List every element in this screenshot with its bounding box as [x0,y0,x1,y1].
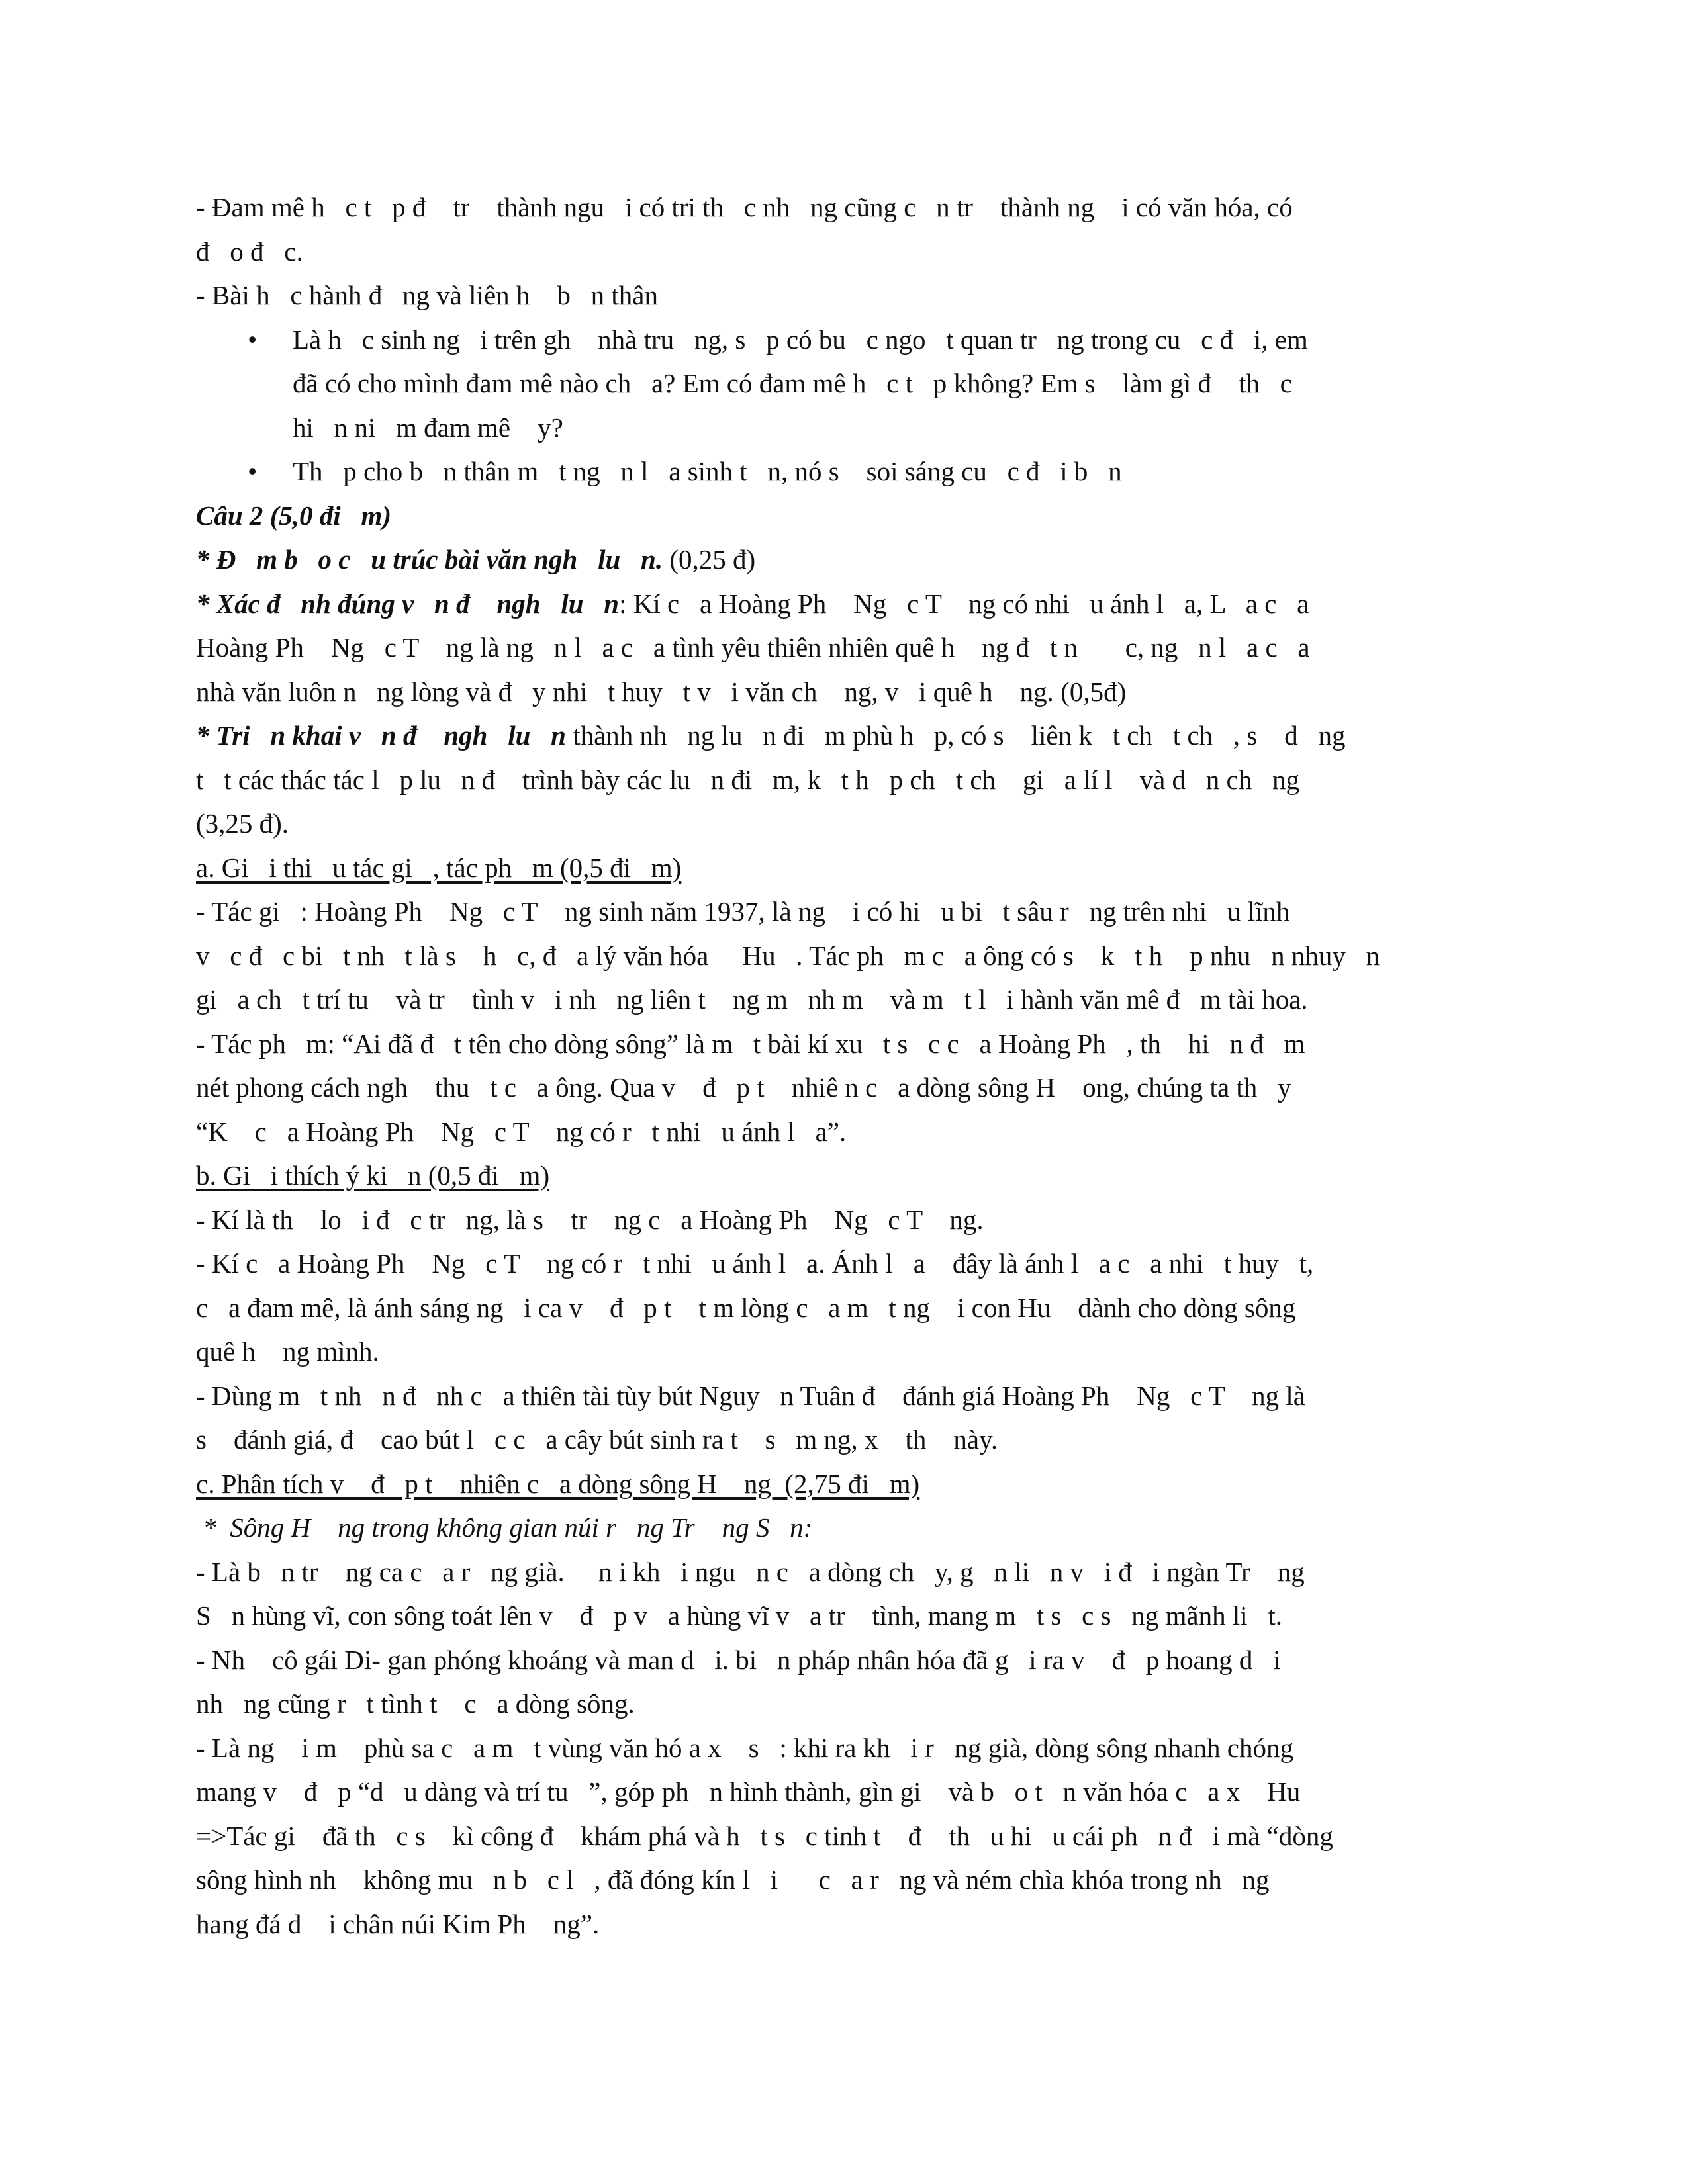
text-line: - Bài h c hành đ ng và liên h b n thân [196,280,659,310]
text-line: - Kí c a Hoàng Ph Ng c T ng có r t nhi u ánh l a. Ánh l a đây là ánh l a c a nhi t huy t, [196,1248,1314,1279]
text-line: gi a ch t trí tu và tr tình v i nh ng liên t ng m nh m và m t l i hành văn mê đ m tài hoa. [196,984,1308,1015]
text-line: sông hình nh không mu n b c l , đã đóng kín l i c a r ng và ném chìa khóa trong nh ng [196,1864,1270,1895]
bullet-icon: • [248,324,258,355]
text-line: mang v đ p “d u dàng và trí tu ”, góp ph n hình thành, gìn gi và b o t n văn hóa c a x Hu [196,1776,1301,1807]
text-line: Hoàng Ph Ng c T ng là ng n l a c a tình yêu thiên nhiên quê h ng đ t n c, ng n l a c a [196,632,1310,662]
bullet-text: Th p cho b n thân m t ng n l a sinh t n, nó s soi sáng cu c đ i b n [293,456,1122,486]
bullet-text: Là h c sinh ng i trên gh nhà tru ng, s p có bu c ngo t quan tr ng trong cu c đ i, em [293,324,1308,355]
emphasis-label: * Đ m b o c u trúc bài văn ngh lu n. [196,544,663,574]
text-line: - Kí là th lo i đ c tr ng, là s tr ng c a Hoàng Ph Ng c T ng. [196,1204,984,1235]
text-line [196,537,1493,582]
text-line: (3,25 đ). [196,808,289,839]
text-line: s đánh giá, đ cao bút l c c a cây bút sinh ra t s m ng, x th này. [196,1424,998,1455]
text-line: nét phong cách ngh thu t c a ông. Qua v đ p t nhiê n c a dòng sông H ong, chúng ta th y [196,1072,1291,1103]
text-line: - Đam mê h c t p đ tr thành ngu i có tri th c nh ng cũng c n tr thành ng i có văn hóa, có [196,192,1293,222]
text-line: - Tác gi : Hoàng Ph Ng c T ng sinh năm 1937, là ng i có hi u bi t sâu r ng trên nhi u lĩnh [196,896,1290,927]
subsection-heading: a. Gi i thi u tác gi , tác ph m (0,5 đi m) [196,852,682,883]
text-line: t t các thác tác l p lu n đ trình bày các lu n đi m, k t h p ch t ch gi a lí l và d n ch ng [196,764,1299,795]
bullet-icon: • [248,456,258,486]
text-line: - Là b n tr ng ca c a r ng già. n i kh i ngu n c a dòng ch y, g n li n v i đ i ngàn Tr ng [196,1556,1305,1587]
text-line: đ o đ c. [196,236,303,267]
text-line [196,713,1493,758]
text-line: c a đam mê, là ánh sáng ng i ca v đ p t t m lòng c a m t ng i con Hu dành cho dòng sông [196,1292,1296,1323]
text-line: - Là ng i m phù sa c a m t vùng văn hó a x s : khi ra kh i r ng già, dòng sông nhanh chóng [196,1732,1293,1763]
text-tail: (0,25 đ) [663,544,756,574]
bullet-text: đã có cho mình đam mê nào ch a? Em có đam mê h c t p không? Em s làm gì đ th c [293,368,1292,398]
text-line: - Tác ph m: “Ai đã đ t tên cho dòng sông” là m t bài kí xu t s c c a Hoàng Ph , th hi n đ m [196,1028,1305,1059]
text-line: - Nh cô gái Di- gan phóng khoáng và man d i. bi n pháp nhân hóa đã g i ra v đ p hoang d i [196,1644,1281,1675]
bullet-text: hi n ni m đam mê y? [293,412,563,443]
emphasis-label: * Xác đ nh đúng v n đ ngh lu n [196,588,620,619]
section-heading: Câu 2 (5,0 đi m) [196,500,391,531]
text-tail: : Kí c a Hoàng Ph Ng c T ng có nhi u ánh l a, L a c a [619,588,1309,619]
text-line: v c đ c bi t nh t là s h c, đ a lý văn hóa Hu . Tác ph m c a ông có s k t h p nhu n nhuy n [196,940,1380,971]
text-tail: thành nh ng lu n đi m phù h p, có s liên k t ch t ch , s d ng [565,720,1346,751]
document-page [196,185,1493,1946]
text-line: quê h ng mình. [196,1336,379,1367]
bullet-item-continuation [196,406,1493,450]
text-line: S n hùng vĩ, con sông toát lên v đ p v a hùng vĩ v a tr tình, mang m t s c s ng mãnh li t. [196,1600,1283,1631]
text-line: - Dùng m t nh n đ nh c a thiên tài tùy bút Nguy n Tuân đ đánh giá Hoàng Ph Ng c T ng là [196,1380,1305,1411]
bullet-item [196,449,1493,494]
text-line: nhà văn luôn n ng lòng và đ y nhi t huy t v i văn ch ng, v i quê h ng. (0,5đ) [196,676,1127,707]
subsection-heading: c. Phân tích v đ p t nhiên c a dòng sông H ng (2,75 đi m) [196,1468,920,1499]
emphasis-label: * Tri n khai v n đ ngh lu n [196,720,566,751]
text-line: nh ng cũng r t tình t c a dòng sông. [196,1688,635,1719]
text-line: “K c a Hoàng Ph Ng c T ng có r t nhi u ánh l a”. [196,1116,847,1147]
subsection-subheading: * Sông H ng trong không gian núi r ng Tr ng S n: [196,1512,813,1543]
text-line: =>Tác gi đã th c s kì công đ khám phá và h t s c tinh t đ th u hi u cái ph n đ i mà “dòng [196,1820,1333,1851]
bullet-item-continuation [196,361,1493,406]
subsection-heading: b. Gi i thích ý ki n (0,5 đi m) [196,1160,550,1191]
bullet-item [196,318,1493,362]
text-line [196,582,1493,626]
text-line: hang đá d i chân núi Kim Ph ng”. [196,1908,600,1939]
